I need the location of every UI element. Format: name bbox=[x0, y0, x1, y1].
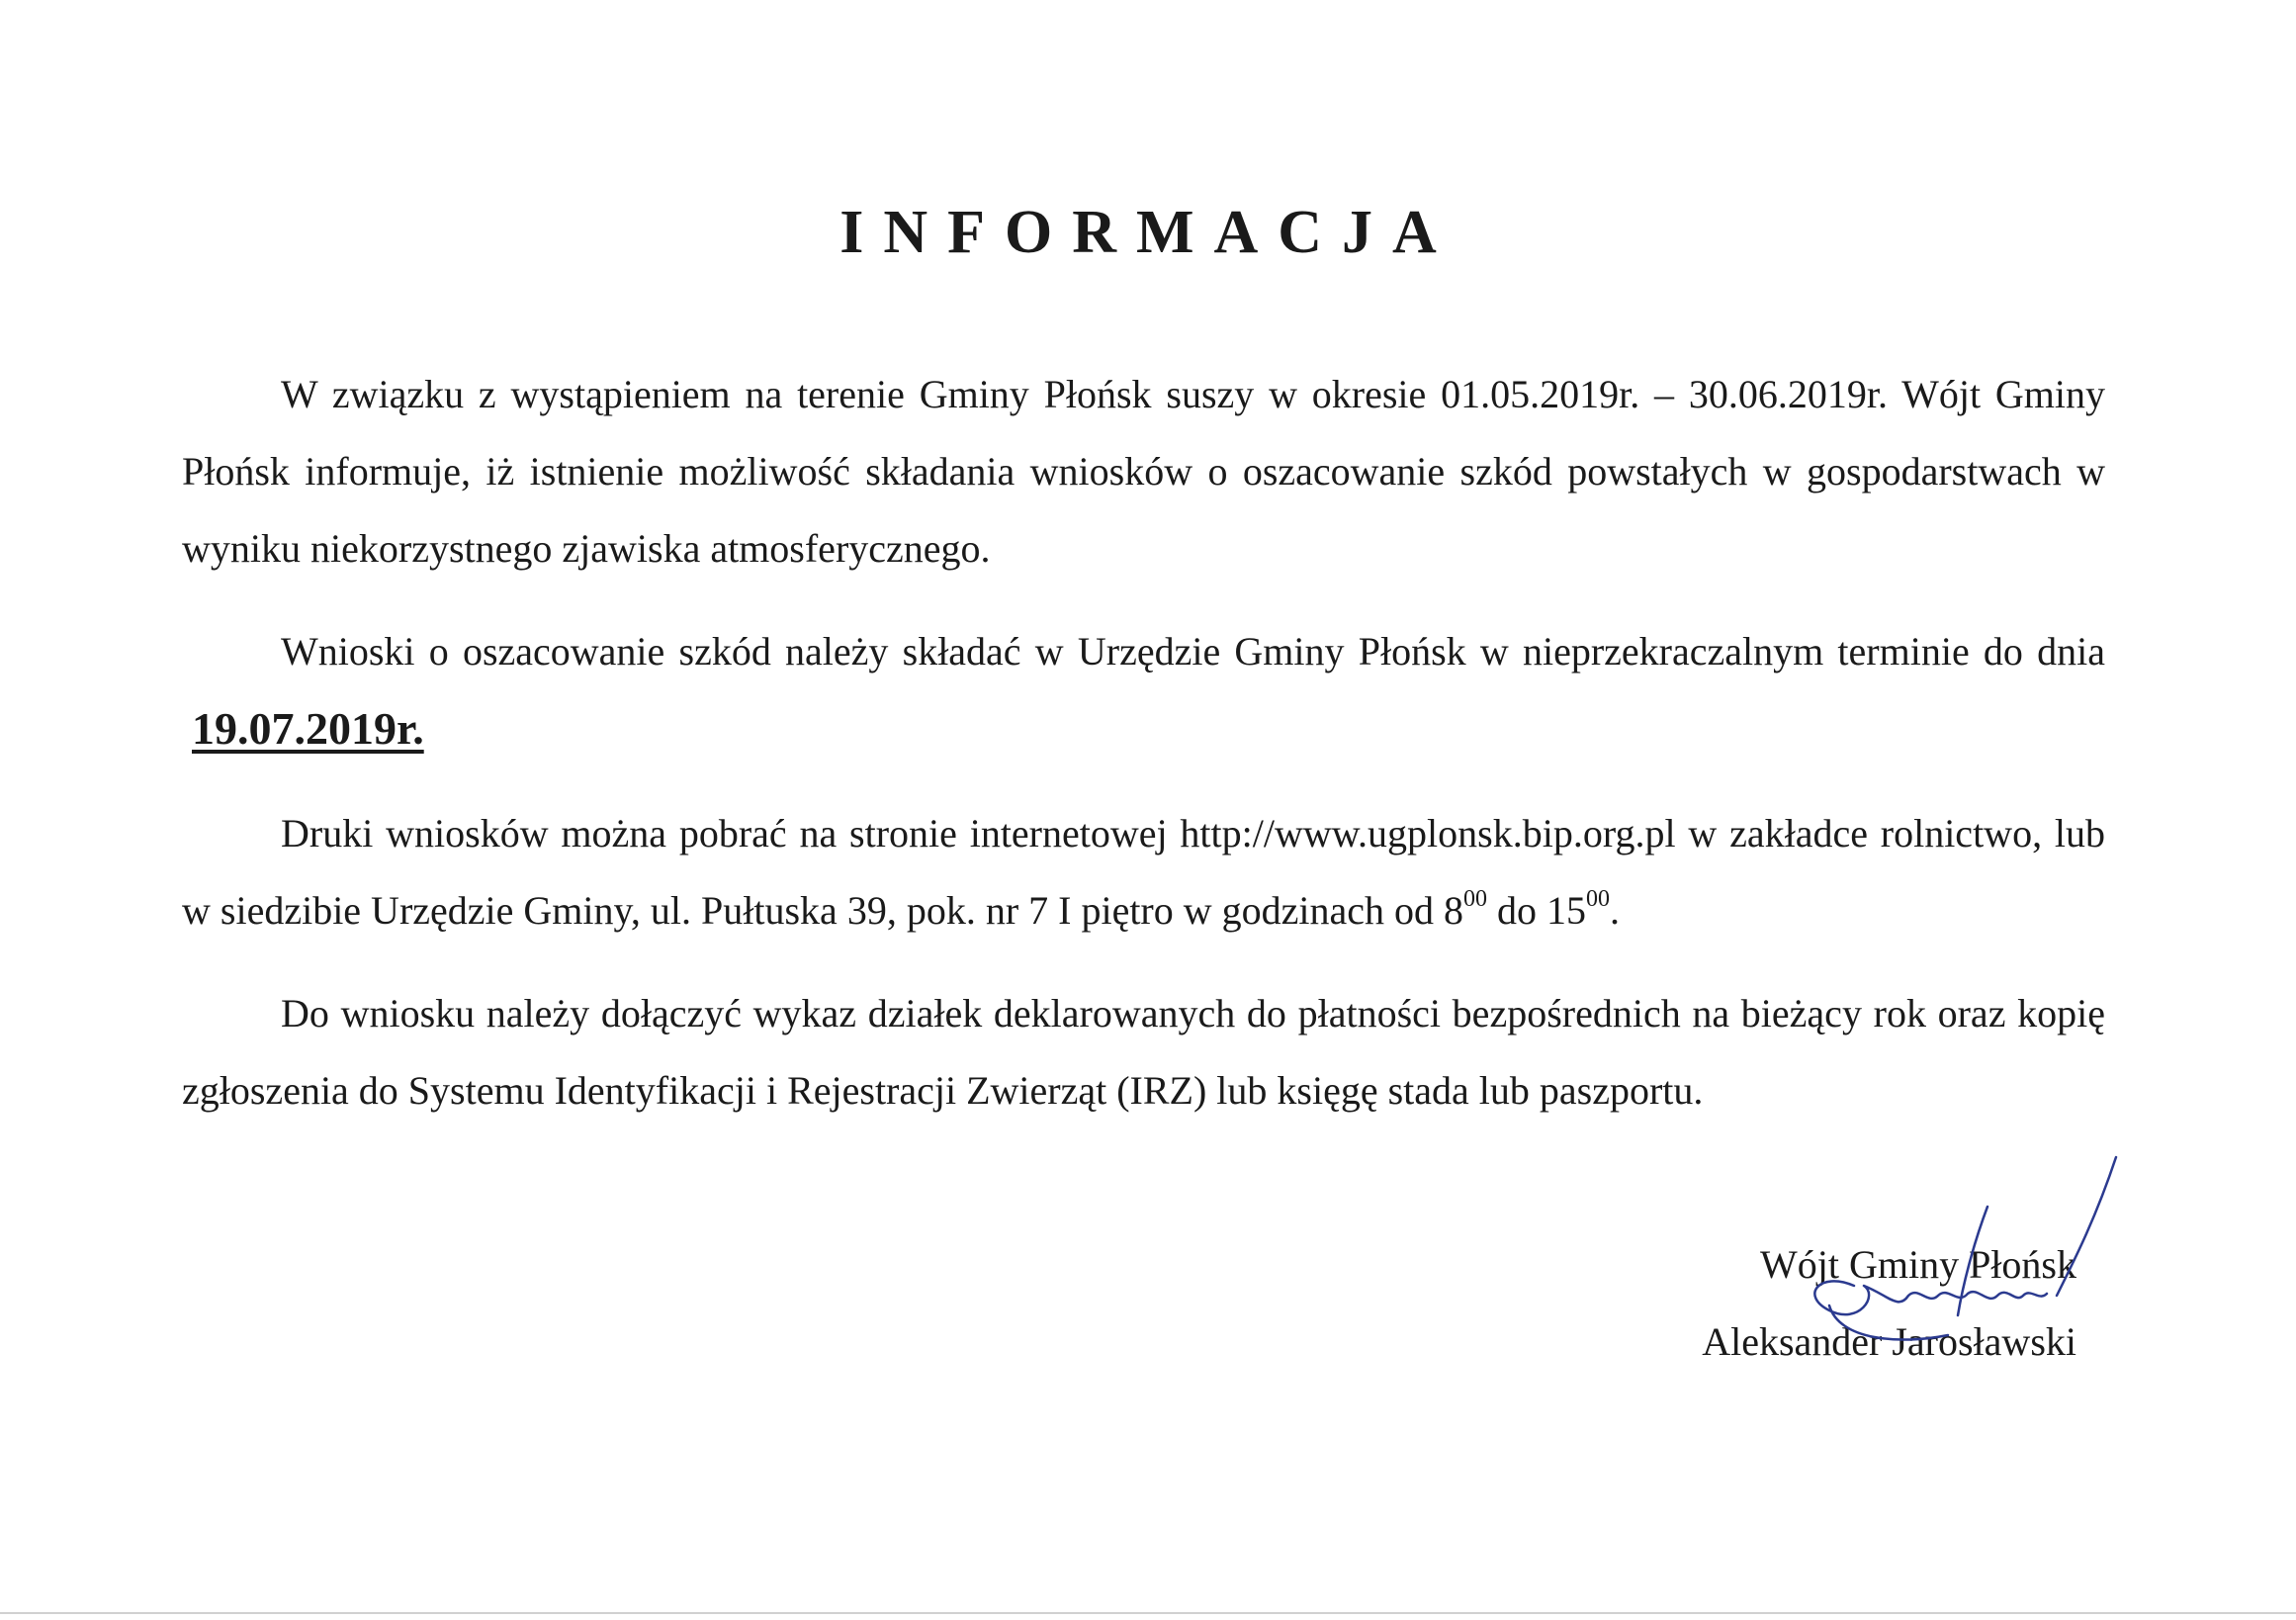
signature-role: Wójt Gminy Płońsk bbox=[1759, 1242, 2076, 1287]
hours-to-hour: 15 bbox=[1546, 888, 1587, 933]
document-title: INFORMACJA bbox=[839, 199, 1457, 266]
paragraph-drought-info: W związku z wystąpieniem na terenie Gminy Płońsk suszy w okresie 01.05.2019r. – 30.06.2019r. Wójt Gminy Płońsk informuje, iż istnienie możliwość składania wniosków o oszacowanie szkód powstałych w gospodarstwach w wyniku niekorzystnego zjawiska atmosferycznego. bbox=[182, 372, 2105, 571]
hours-to bbox=[1546, 888, 1620, 933]
deadline-date: 19.07.2019r. bbox=[192, 703, 424, 754]
scan-edge-line bbox=[0, 1612, 2296, 1614]
signature-name: Aleksander Jarosławski bbox=[1702, 1319, 2076, 1364]
hours-from-min: 00 bbox=[1463, 886, 1488, 912]
hours-end: . bbox=[1610, 888, 1621, 933]
hours-from bbox=[1444, 888, 1487, 933]
document-body bbox=[182, 356, 2105, 1155]
forms-text: Druki wniosków można pobrać na stronie internetowej http://www.ugplonsk.bip.org.pl w zakładce rolnictwo, lub w siedzibie Urzędzie Gminy, ul. Pułtuska 39, pok. nr 7 I piętro w godzinach od bbox=[182, 811, 2105, 933]
signature-block bbox=[1702, 1226, 2076, 1381]
paragraph-deadline bbox=[182, 613, 2105, 769]
paragraph-forms bbox=[182, 795, 2105, 949]
paragraph-attachments: Do wniosku należy dołączyć wykaz działek deklarowanych do płatności bezpośrednich na bieżący rok oraz kopię zgłoszenia do Systemu Identyfikacji i Rejestracji Zwierząt (IRZ) lub księgę stada lub paszportu. bbox=[182, 991, 2105, 1113]
hours-to-min: 00 bbox=[1586, 886, 1611, 912]
hours-to-word: do bbox=[1497, 888, 1538, 933]
deadline-text: Wnioski o oszacowanie szkód należy składać w Urzędzie Gminy Płońsk w nieprzekraczalnym terminie do dnia bbox=[281, 629, 2105, 674]
hours-from-hour: 8 bbox=[1444, 888, 1464, 933]
